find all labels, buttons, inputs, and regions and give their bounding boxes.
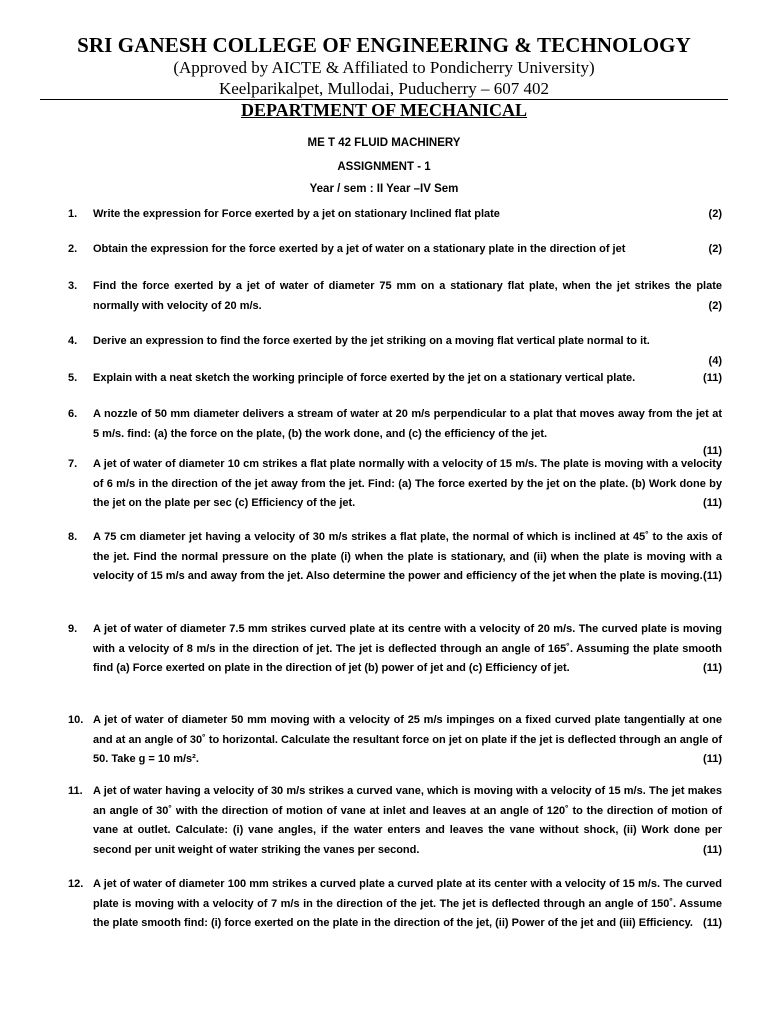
college-address: Keelparikalpet, Mullodai, Puducherry – 607 402 [218,79,549,98]
question-marks: (2) [708,299,722,312]
question-number: 10. [68,714,84,726]
question-marks: (2) [708,208,722,220]
question-11 [68,782,722,860]
question-number: 2. [68,243,78,255]
question-3 [68,277,722,316]
question-number: 3. [68,280,78,292]
question-number: 4. [68,335,78,347]
question-text: A jet of water of diameter 100 mm strikes a curved plate a curved plate at its center with a velocity of 15 m/s. The curved plate is moving with a velocity of 7 m/s in the direction of the jet. The jet is deflected through an angle of 150˚. Assume the plate smooth find: (i) force exerted on the plate in the direction of the jet, (ii) Power of the jet and (iii) Efficiency. [93,878,722,929]
question-number: 6. [68,408,78,420]
question-marks: (11) [703,497,722,509]
question-marks: (11) [703,843,722,856]
question-text: A nozzle of 50 mm diameter delivers a stream of water at 20 m/s perpendicular to a plat that moves away from the jet at 5 m/s. find: (a) the force on the plate, (b) the work done, and (c) the efficiency of the jet. [93,408,722,440]
question-text: A jet of water of diameter 50 mm moving with a velocity of 25 m/s impinges on a fixed curved plate tangentially at one and at an angle of 30˚ to horizontal. Calculate the resultant force on jet on plate if the jet is deflected through an angle of 50. Take g = 10 m/s². [93,714,722,765]
question-number: 8. [68,531,78,543]
question-12 [68,875,722,934]
question-text: Obtain the expression for the force exerted by a jet of water on a stationary plate in the direction of jet [93,243,626,255]
question-number: 1. [68,208,78,220]
question-2 [68,240,722,260]
question-text: A 75 cm diameter jet having a velocity of 30 m/s strikes a flat plate, the normal of which is inclined at 45˚ to the axis of the jet. Find the normal pressure on the plate (i) when the plate is stationary, and (ii) when the plate is moving with a velocity of 15 m/s and away from the jet. Also determine the power and efficiency of the jet when the plate is moving. [93,531,722,582]
question-1 [68,205,722,225]
question-text: A jet of water of diameter 10 cm strikes a flat plate normally with a velocity of 15 m/s. The plate is moving with a velocity of 6 m/s in the direction of the jet away from the jet. Find: (a) The force exerted by the jet on the plate. (b) Work done by the jet on the plate per sec (c) Efficiency of the jet. [93,458,722,509]
college-name: SRI GANESH COLLEGE OF ENGINEERING & TECHNOLOGY [77,33,691,57]
question-text: Derive an expression to find the force exerted by the jet striking on a moving flat vertical plate normal to it. [93,335,650,347]
question-10 [68,711,722,770]
question-marks: (11) [703,570,722,582]
department-title: DEPARTMENT OF MECHANICAL [240,100,528,120]
question-text: Find the force exerted by a jet of water of diameter 75 mm on a stationary flat plate, when the jet strikes the plate normally with velocity of 20 m/s. [93,280,722,312]
question-marks: (11) [703,662,722,674]
year-sem: Year / sem : II Year –IV Sem [309,183,459,195]
question-9 [68,620,722,679]
course-title: ME T 42 FLUID MACHINERY [307,137,461,149]
question-text: Write the expression for Force exerted by a jet on stationary Inclined flat plate [93,208,500,220]
question-6 [68,405,722,462]
question-text: A jet of water of diameter 7.5 mm strikes curved plate at its centre with a velocity of 20 m/s. The curved plate is moving with a velocity of 8 m/s in the direction of jet. The jet is deflected through an angle of 165˚. Assuming the plate smooth find (a) Force exerted on plate in the direction of jet (b) power of jet and (c) Efficiency of jet. [93,623,722,674]
question-number: 11. [68,785,83,797]
approval-line: (Approved by AICTE & Affiliated to Pondicherry University) [173,58,595,77]
question-5 [68,369,722,389]
question-text: A jet of water having a velocity of 30 m/s strikes a curved vane, which is moving with a velocity of 15 m/s. The jet makes an angle of 30˚ with the direction of motion of vane at inlet and leaves at an angle of 120˚ to the direction of motion of vane at outlet. Calculate: (i) vane angles, if the water enters and leaves the vane without shock, (ii) Work done per second per unit weight of water striking the vanes per second. [93,785,722,856]
question-8 [68,528,722,587]
question-number: 7. [68,458,78,470]
question-marks: (4) [708,354,722,367]
question-marks: (11) [703,372,722,384]
question-marks: (11) [703,753,722,765]
question-number: 9. [68,623,78,635]
assignment-title: ASSIGNMENT - 1 [337,161,431,173]
question-4 [68,332,722,371]
question-7 [68,455,722,514]
question-number: 5. [68,372,78,384]
question-marks: (11) [703,445,722,457]
question-text: Explain with a neat sketch the working principle of force exerted by the jet on a stationary vertical plate. [93,372,636,384]
question-marks: (11) [703,917,722,929]
question-marks: (2) [708,243,722,255]
question-number: 12. [68,878,84,890]
